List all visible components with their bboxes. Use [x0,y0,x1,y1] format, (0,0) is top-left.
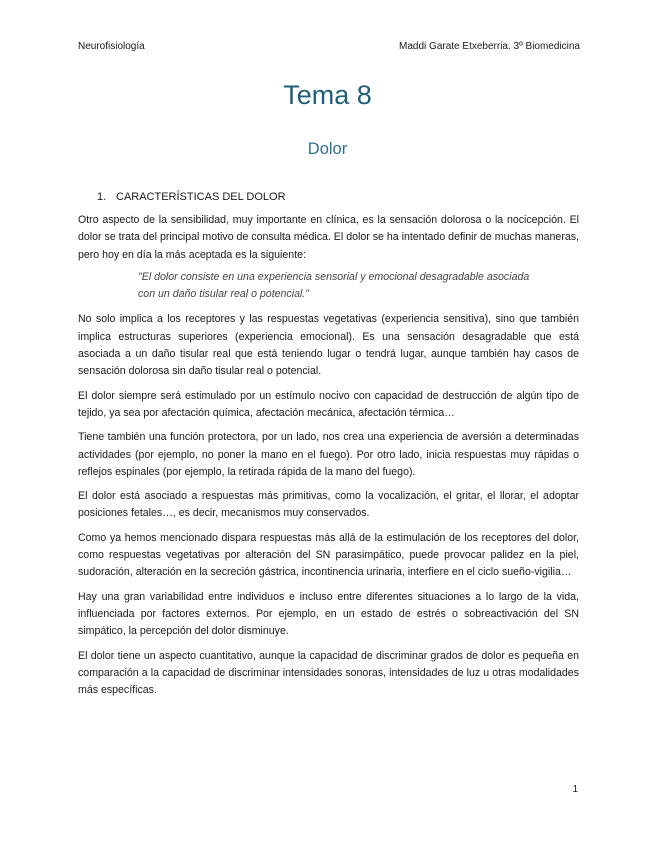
paragraph: El dolor siempre será estimulado por un estímulo nocivo con capacidad de destrucción de algún tipo de tejido, ya sea por afectación química, afectación mecánica, afectación térmica… [78,389,579,419]
section-number: 1. [97,191,107,203]
paragraph: Como ya hemos mencionado dispara respuestas más allá de la estimulación de los receptores del dolor, como respuestas vegetativas por alteración del SN parasimpático, puede provocar palidez en la piel, sudoración, alteración en la secreción gástrica, incontinencia urinaria, interfiere en el ciclo sueño-vigilia… [78,531,579,579]
section-heading [97,191,286,203]
section-title: CARACTERÍSTICAS DEL DOLOR [116,191,286,203]
paragraph: Hay una gran variabilidad entre individuos e incluso entre diferentes situaciones a lo largo de la vida, influenciada por factores externos. Por ejemplo, en un estado de estrés o sobreactivación del SN simpático, la percepción del dolor disminuye. [78,590,579,638]
header-course: Neurofisiología [78,41,145,52]
header-author: Maddi Garate Etxeberria. 3º Biomedicina [399,41,580,52]
paragraph: Tiene también una función protectora, por un lado, nos crea una experiencia de aversión a determinadas actividades (por ejemplo, no poner la mano en el fuego). Por otro lado, inicia respuestas muy rápidas o reflejos espinales (por ejemplo, la retirada rápida de la mano del fuego). [78,431,579,478]
document-title: Tema 8 [283,80,372,110]
paragraph: No solo implica a los receptores y las respuestas vegetativas (experiencia sensitiva), sino que también implica estructuras superiores (experiencia emocional). Es una sensación desagradable que está asociada a un daño tisular real que está teniendo lugar o tendrá lugar, aunque también hay casos de sensación dolorosa sin daño tisular real o potencial. [78,313,579,378]
document-subtitle: Dolor [307,140,348,158]
paragraph: Otro aspecto de la sensibilidad, muy importante en clínica, es la sensación dolorosa o la nocicepción. El dolor se trata del principal motivo de consulta médica. El dolor se ha intentado definir de muchas maneras, pero hoy en día la más aceptada es la siguiente: [78,214,579,261]
paragraph: El dolor tiene un aspecto cuantitativo, aunque la capacidad de discriminar grados de dolor es pequeña en comparación a la capacidad de discriminar intensidades sonoras, intensidades de luz u otras modalidades más específicas. [78,649,579,697]
page-number: 1 [572,784,578,795]
definition-quote: "El dolor consiste en una experiencia sensorial y emocional desagradable asociada con un daño tisular real o potencial." [138,270,530,301]
document-body [78,212,579,706]
paragraph: El dolor está asociado a respuestas más primitivas, como la vocalización, el gritar, el llorar, el adoptar posiciones fetales…, es decir, mecanismos muy conservados. [78,490,579,520]
